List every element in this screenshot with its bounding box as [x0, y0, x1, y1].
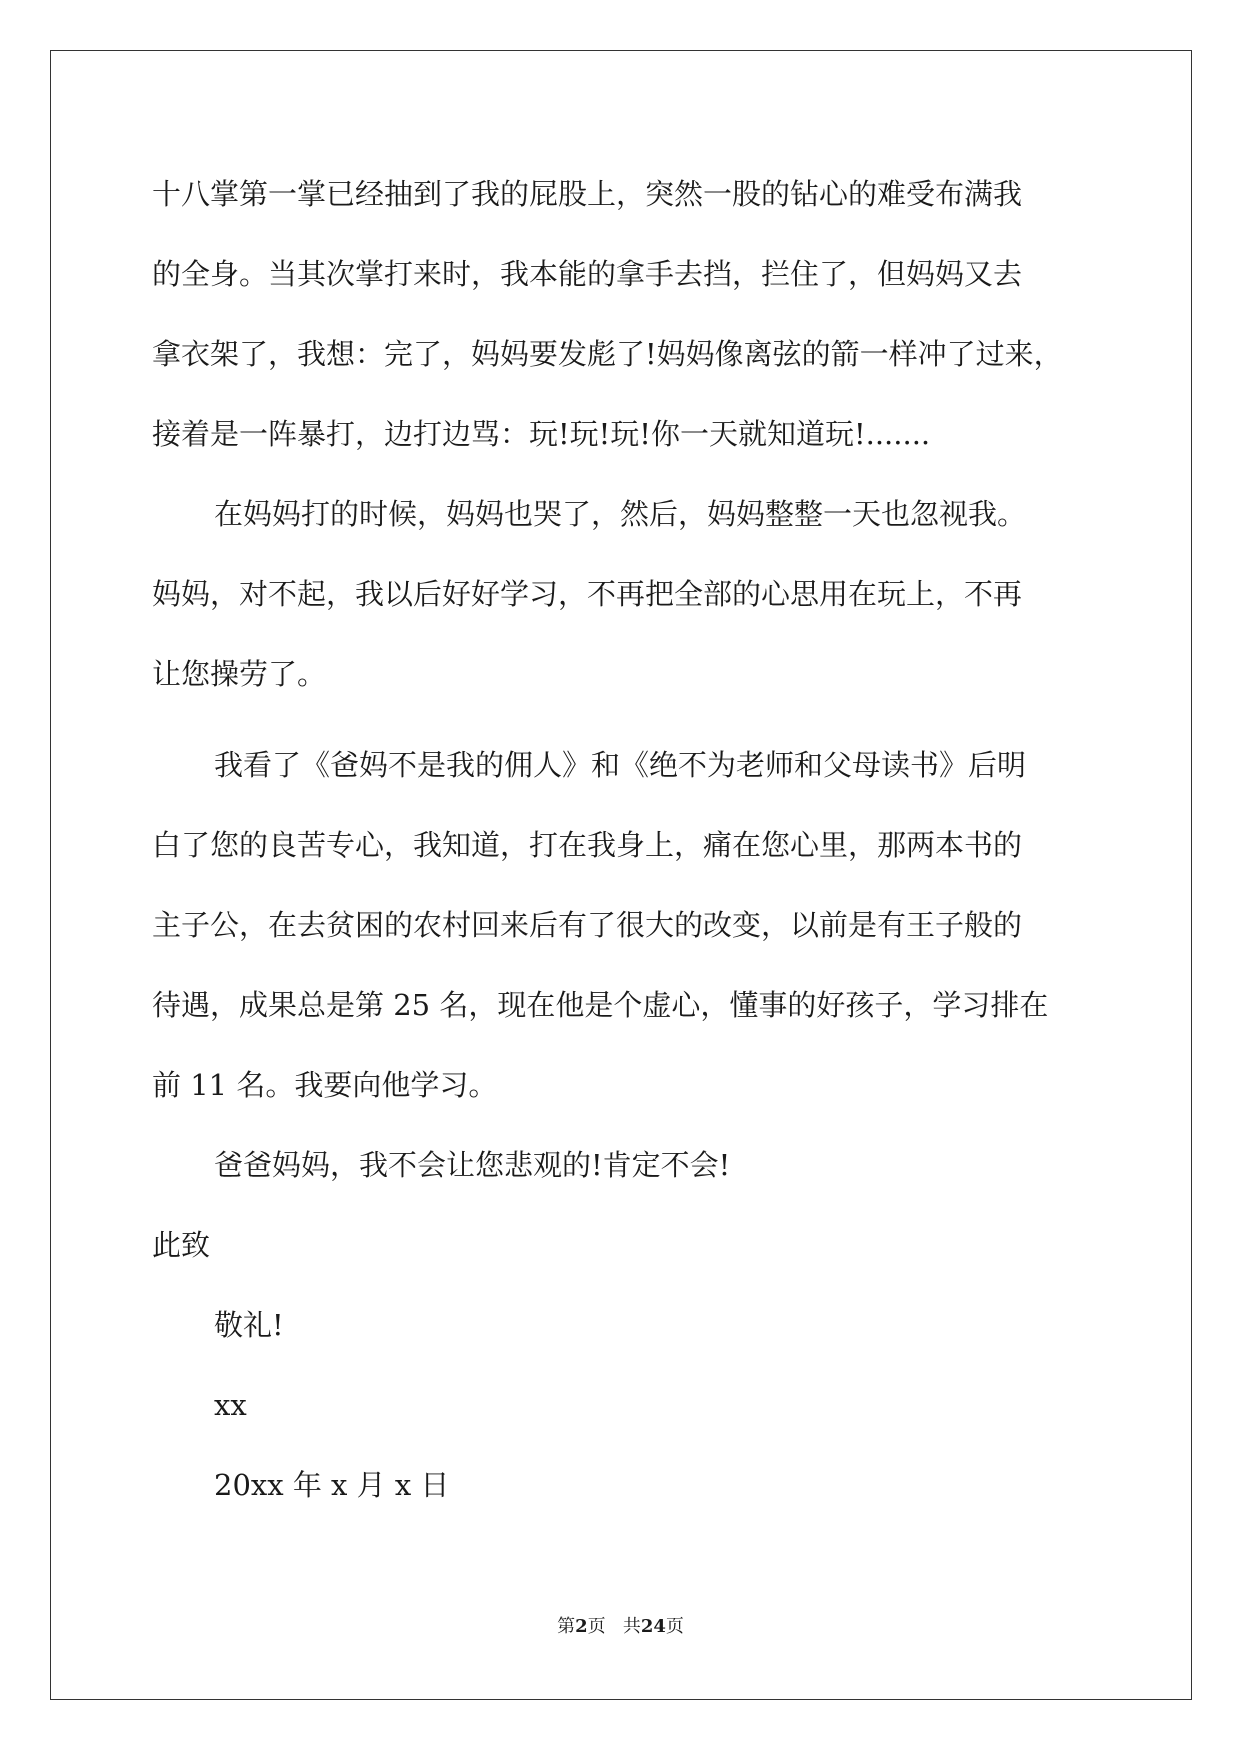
- body-line: 待遇，成果总是第 25 名，现在他是个虚心，懂事的好孩子，学习排在: [152, 988, 1049, 1022]
- page-current: 2: [575, 1616, 588, 1637]
- page-suffix: 页: [587, 1616, 606, 1637]
- body-line: 主子公，在去贫困的农村回来后有了很大的改变，以前是有王子般的: [152, 908, 1023, 942]
- paragraph-start-line: 我看了《爸妈不是我的佣人》和《绝不为老师和父母读书》后明: [214, 748, 1027, 782]
- body-line: 十八掌第一掌已经抽到了我的屁股上，突然一股的钻心的难受布满我: [152, 177, 1023, 211]
- page-prefix: 第: [557, 1616, 576, 1637]
- signature-name: xx: [214, 1388, 247, 1422]
- closing-salutation: 此致: [152, 1228, 211, 1262]
- total-suffix: 页: [665, 1616, 684, 1637]
- page-total: 24: [640, 1616, 666, 1637]
- body-line: 白了您的良苦专心，我知道，打在我身上，痛在您心里，那两本书的: [152, 828, 1023, 862]
- signature-date: 20xx 年 x 月 x 日: [214, 1468, 450, 1502]
- body-line: 前 11 名。我要向他学习。: [152, 1068, 498, 1102]
- letter-body: [152, 0, 1087, 1502]
- body-line: 的全身。当其次掌打来时，我本能的拿手去挡，拦住了，但妈妈又去: [152, 257, 1023, 291]
- paragraph-start-line: 在妈妈打的时候，妈妈也哭了，然后，妈妈整整一天也忽视我。: [214, 497, 1027, 531]
- paragraph-start-line: 爸爸妈妈，我不会让您悲观的!肯定不会!: [214, 1148, 731, 1182]
- body-line: 接着是一阵暴打，边打边骂：玩!玩!玩!你一天就知道玩!.......: [152, 417, 931, 451]
- body-line: 让您操劳了。: [152, 657, 327, 691]
- total-prefix: 共: [622, 1616, 641, 1637]
- body-line: 妈妈，对不起，我以后好好学习，不再把全部的心思用在玩上，不再: [152, 577, 1023, 611]
- body-line: 拿衣架了，我想：完了，妈妈要发彪了!妈妈像离弦的箭一样冲了过来，: [152, 337, 1063, 371]
- page-footer: [0, 1612, 1241, 1638]
- closing-regards: 敬礼!: [214, 1308, 284, 1342]
